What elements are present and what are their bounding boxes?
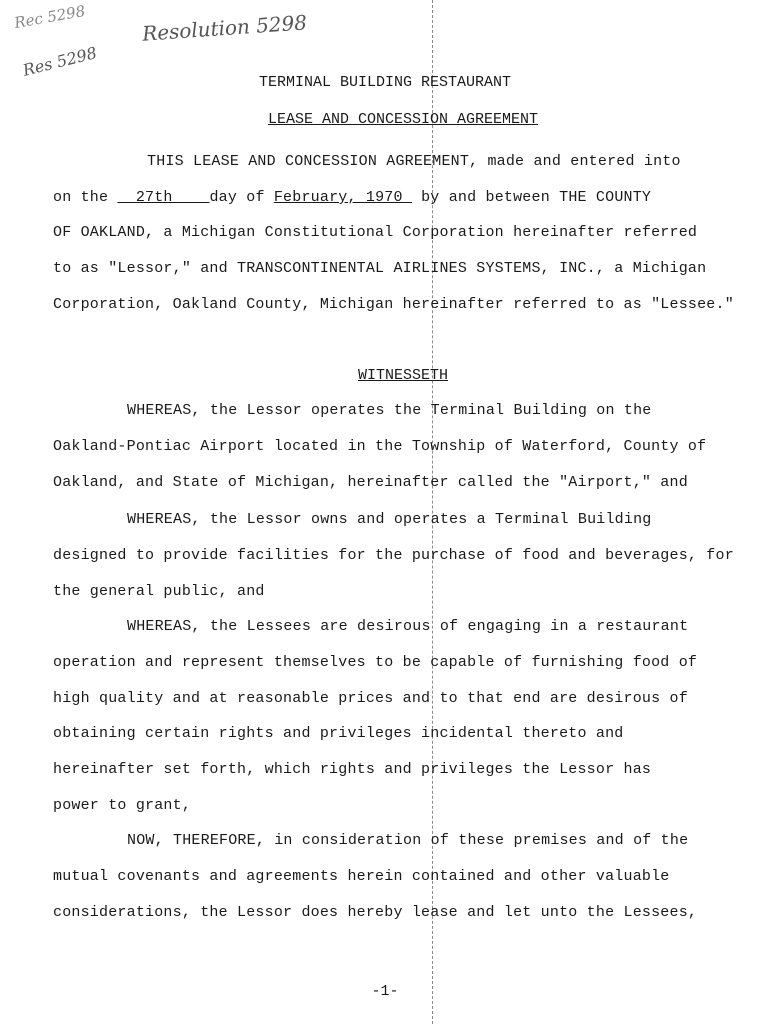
recital-line: high quality and at reasonable prices and to that end are desirous of — [53, 690, 688, 707]
recital-line: Oakland, and State of Michigan, hereinafter called the "Airport," and — [53, 474, 688, 491]
witnesseth-heading: WITNESSETH — [358, 367, 449, 384]
operative-line: mutual covenants and agreements herein contained and other valuable — [53, 868, 670, 885]
agreement-date: February, 1970 — [273, 189, 412, 206]
opening-text: day of — [209, 189, 274, 206]
document-title: TERMINAL BUILDING RESTAURANT — [258, 74, 512, 91]
recital-line: obtaining certain rights and privileges incidental thereto and — [53, 725, 624, 742]
recital-line: Oakland-Pontiac Airport located in the Township of Waterford, County of — [53, 438, 707, 455]
document-subtitle-text: LEASE AND CONCESSION AGREEMENT — [267, 111, 539, 128]
handwritten-resolution-note: Resolution 5298 — [141, 10, 308, 46]
witnesseth-heading-row — [0, 350, 770, 401]
recital-line: operation and represent themselves to be capable of furnishing food of — [53, 654, 698, 671]
handwritten-note: Res 5298 — [20, 43, 99, 80]
operative-line: NOW, THEREFORE, in consideration of these premises and of the — [127, 832, 689, 849]
agreement-day: 27th — [117, 189, 210, 206]
document-subtitle — [0, 94, 770, 145]
opening-line: THIS LEASE AND CONCESSION AGREEMENT, made and entered into — [147, 153, 681, 170]
page-number: -1- — [371, 983, 399, 1000]
opening-line: Corporation, Oakland County, Michigan hereinafter referred to as "Lessee." — [53, 296, 734, 313]
opening-line — [53, 189, 651, 206]
opening-line: to as "Lessor," and TRANSCONTINENTAL AIRLINES SYSTEMS, INC., a Michigan — [53, 260, 707, 277]
recital-line: power to grant, — [53, 797, 192, 814]
recital-line: hereinafter set forth, which rights and privileges the Lessor has — [53, 761, 652, 778]
handwritten-note: Rec 5298 — [12, 1, 87, 33]
recital-line: the general public, and — [53, 583, 265, 600]
recital-line: WHEREAS, the Lessor owns and operates a Terminal Building — [127, 511, 652, 528]
opening-line: OF OAKLAND, a Michigan Constitutional Corporation hereinafter referred — [53, 224, 698, 241]
opening-text: on the — [53, 189, 118, 206]
recital-line: designed to provide facilities for the purchase of food and beverages, for — [53, 547, 734, 564]
recital-line: WHEREAS, the Lessees are desirous of engaging in a restaurant — [127, 618, 689, 635]
recital-line: WHEREAS, the Lessor operates the Terminal Building on the — [127, 402, 652, 419]
opening-text: by and between THE COUNTY — [411, 189, 652, 206]
operative-line: considerations, the Lessor does hereby lease and let unto the Lessees, — [53, 904, 698, 921]
